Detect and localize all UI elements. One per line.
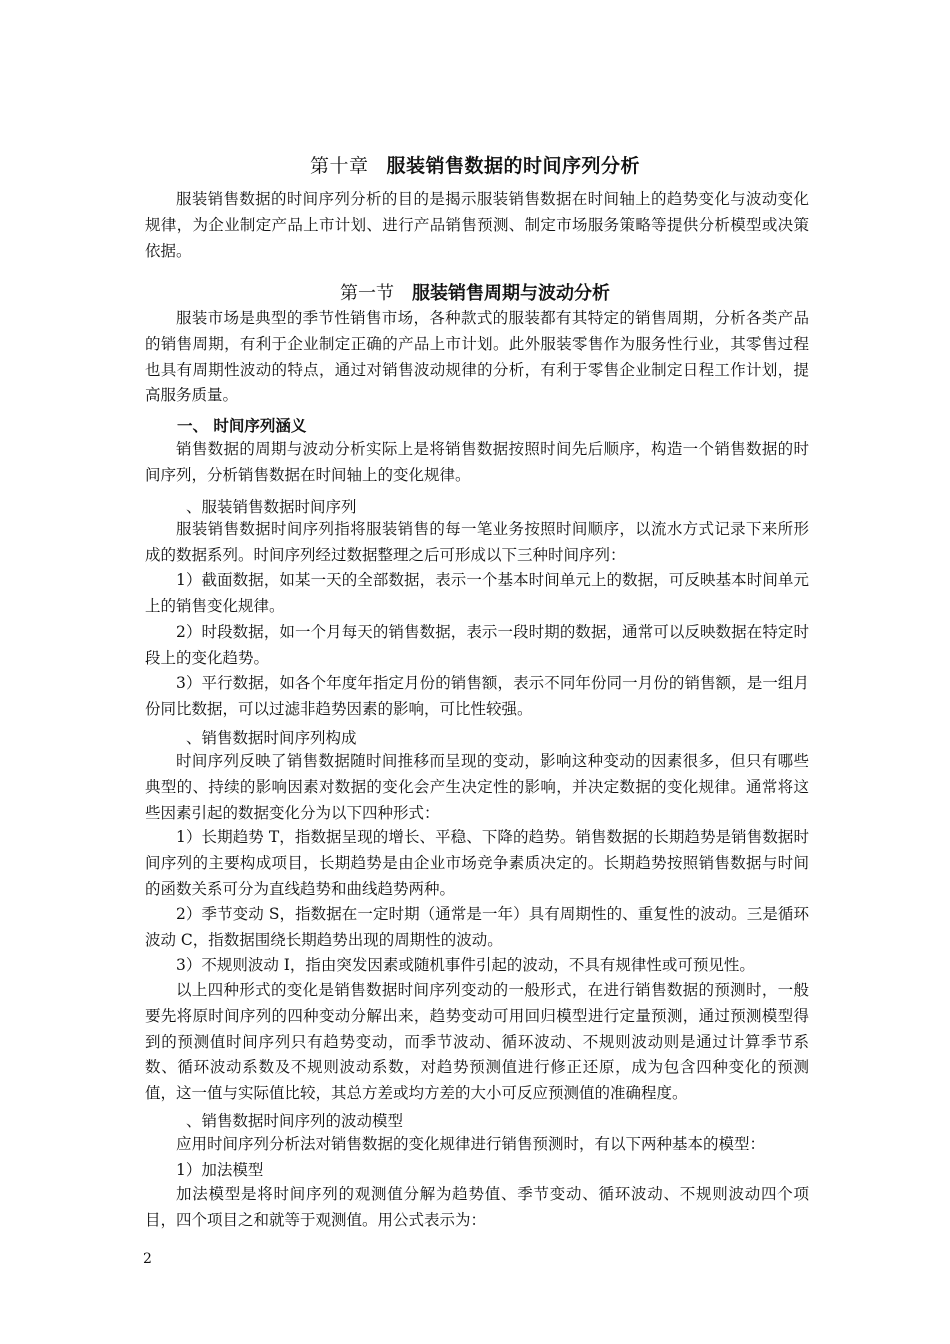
list-item: 2）时段数据，如一个月每天的销售数据，表示一段时期的数据，通常可以反映数据在特定时段上的变化趋势。 bbox=[145, 623, 809, 667]
page-number: 2 bbox=[143, 1251, 152, 1267]
chapter-title: 服装销售数据的时间序列分析 bbox=[386, 155, 641, 177]
section-heading bbox=[0, 279, 950, 305]
subsection-4-paragraph: 应用时间序列分析法对销售数据的变化规律进行销售预测时，有以下两种基本的模型： bbox=[176, 1135, 766, 1153]
chapter-intro-paragraph: 服装销售数据的时间序列分析的目的是揭示服装销售数据在时间轴上的趋势变化与波动变化规律，为企业制定产品上市计划、进行产品销售预测、制定市场服务策略等提供分析模型或决策依据。 bbox=[145, 190, 809, 260]
subsection-heading-3: 、销售数据时间序列构成 bbox=[186, 729, 357, 747]
list-item: 1）截面数据，如某一天的全部数据，表示一个基本时间单元上的数据，可反映基本时间单元上的销售变化规律。 bbox=[145, 571, 809, 615]
subsection-heading-4: 、销售数据时间序列的波动模型 bbox=[186, 1112, 404, 1130]
list-item: 2）季节变动 S，指数据在一定时期（通常是一年）具有周期性的、重复性的波动。三是循环波动 C，指数据围绕长期趋势出现的周期性的波动。 bbox=[145, 905, 809, 949]
chapter-heading bbox=[0, 151, 950, 178]
subsection-3-conclusion: 以上四种形式的变化是销售数据时间序列变动的一般形式，在进行销售数据的预测时，一般要先将原时间序列的四种变动分解出来，趋势变动可用回归模型进行定量预测，通过预测模型得到的预测值时间序列只有趋势变动，而季节波动、循环波动、不规则波动则是通过计算季节系数、循环波动系数及不规则波动系数，对趋势预测值进行修正还原，成为包含四种变化的预测值，这一值与实际值比较，其总方差或均方差的大小可反应预测值的准确程度。 bbox=[145, 981, 809, 1103]
list-item: 3）不规则波动 I，指由突发因素或随机事件引起的波动，不具有规律性或可预见性。 bbox=[176, 956, 755, 974]
list-item: 3）平行数据，如各个年度年指定月份的销售额，表示不同年份同一月份的销售额，是一组月份同比数据，可以过滤非趋势因素的影响，可比性较强。 bbox=[145, 674, 809, 718]
subsection-2-paragraph: 服装销售数据时间序列指将服装销售的每一笔业务按照时间顺序，以流水方式记录下来所形成的数据系列。时间序列经过数据整理之后可形成以下三种时间序列： bbox=[145, 520, 809, 564]
subsection-1-paragraph: 销售数据的周期与波动分析实际上是将销售数据按照时间先后顺序，构造一个销售数据的时间序列，分析销售数据在时间轴上的变化规律。 bbox=[145, 440, 809, 484]
subsection-3-paragraph: 时间序列反映了销售数据随时间推移而呈现的变动，影响这种变动的因素很多，但只有哪些典型的、持续的影响因素对数据的变化会产生决定性的影响，并决定数据的变化规律。通常将这些因素引起的数据变化分为以下四种形式： bbox=[145, 752, 809, 822]
list-item-text: 加法模型是将时间序列的观测值分解为趋势值、季节变动、循环波动、不规则波动四个项目，四个项目之和就等于观测值。用公式表示为： bbox=[145, 1185, 809, 1229]
section-number: 第一节 bbox=[340, 283, 394, 304]
section-intro-paragraph: 服装市场是典型的季节性销售市场，各种款式的服装都有其特定的销售周期，分析各类产品的销售周期，有利于企业制定正确的产品上市计划。此外服装零售作为服务性行业，其零售过程也具有周期性波动的特点，通过对销售波动规律的分析，有利于零售企业制定日程工作计划，提高服务质量。 bbox=[145, 309, 809, 405]
list-item: 1）长期趋势 T，指数据呈现的增长、平稳、下降的趋势。销售数据的长期趋势是销售数据时间序列的主要构成项目，长期趋势是由企业市场竞争素质决定的。长期趋势按照销售数据与时间的函数关系可分为直线趋势和曲线趋势两种。 bbox=[145, 828, 809, 898]
subsection-heading-1: 一、 时间序列涵义 bbox=[177, 416, 307, 435]
chapter-number: 第十章 bbox=[309, 155, 369, 177]
section-title: 服装销售周期与波动分析 bbox=[412, 283, 610, 304]
list-item: 1）加法模型 bbox=[176, 1161, 264, 1179]
subsection-heading-2: 、服装销售数据时间序列 bbox=[186, 498, 357, 516]
